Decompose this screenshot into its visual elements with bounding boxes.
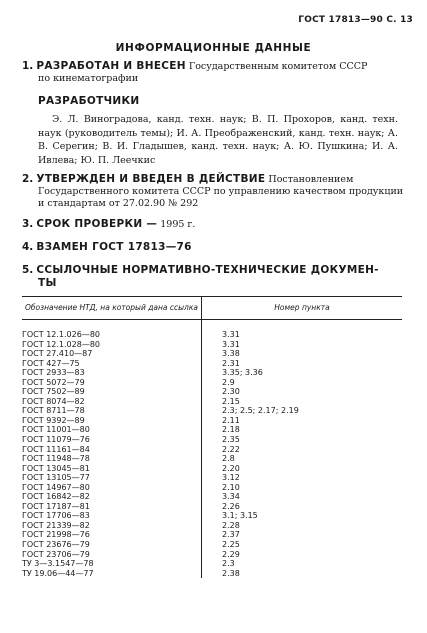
clause-number: 2.15 (222, 396, 240, 406)
clause-number: 2.8 (222, 454, 235, 464)
section-3-number: 3. (22, 218, 34, 230)
document-designation: ГОСТ 21339—82 (22, 521, 202, 531)
clause-number: 2.29 (222, 549, 240, 559)
document-designation: ТУ 19.06—44—77 (22, 569, 202, 579)
table-header-row (22, 297, 402, 320)
table-row (22, 435, 402, 445)
table-row (22, 483, 402, 493)
clause-number: 3.34 (222, 492, 240, 502)
document-designation: ГОСТ 17706—83 (22, 511, 202, 521)
table-row (22, 378, 402, 388)
clause-number: 3.12 (222, 473, 240, 483)
table-row (22, 464, 402, 474)
table-row (22, 559, 402, 569)
document-designation: ГОСТ 17187—81 (22, 502, 202, 512)
clause-number: 2.28 (222, 520, 240, 530)
table-row (22, 368, 402, 378)
clause-number: 2.37 (222, 530, 240, 540)
clause-number: 2.10 (222, 482, 240, 492)
document-designation: ГОСТ 11948—78 (22, 454, 202, 464)
developers-list: Э. Л. Виноградова, канд. техн. наук; В. П. Прохоров, канд. техн. наук (руководитель темы); И. А. Преображенский, канд. техн. наук; А. В. Серегин; В. И. Гладышев, канд. техн. наук; А. Ю. Пушкина; И. А. Ивлева; Ю. П. Леечкис (38, 114, 398, 166)
section-5-heading: ССЫЛОЧНЫЕ НОРМАТИВНО-ТЕХНИЧЕСКИЕ ДОКУМЕН- (36, 264, 379, 276)
section-1-heading: РАЗРАБОТАН И ВНЕСЕН (36, 60, 186, 72)
table-row (22, 397, 402, 407)
developers-heading: РАЗРАБОТЧИКИ (38, 95, 140, 107)
table-row (22, 416, 402, 426)
table-row (22, 511, 402, 521)
table-row (22, 473, 402, 483)
document-designation: ГОСТ 11161—84 (22, 445, 202, 455)
document-designation: ГОСТ 13105—77 (22, 473, 202, 483)
section-2-text: Постановлением (268, 174, 354, 185)
clause-number: 2.18 (222, 425, 240, 435)
table-row (22, 359, 402, 369)
table-header-clause: Номер пункта (202, 297, 403, 320)
document-designation: ГОСТ 427—75 (22, 359, 202, 369)
table-row (22, 521, 402, 531)
references-table (22, 296, 402, 578)
clause-number: 2.30 (222, 387, 240, 397)
section-5-heading-2: ТЫ (38, 277, 57, 289)
section-4-number: 4. (22, 241, 34, 253)
document-designation: ГОСТ 7502—89 (22, 387, 202, 397)
section-2-heading: УТВЕРЖДЕН И ВВЕДЕН В ДЕЙСТВИЕ (36, 173, 266, 185)
section-2-text-2: Государственного комитета СССР по управлению качеством продукции и стандартам от 27.02.90 № 292 (38, 186, 404, 209)
document-designation: ГОСТ 23676—79 (22, 540, 202, 550)
clause-number: 2.38 (222, 568, 240, 578)
document-designation: ГОСТ 11001—80 (22, 425, 202, 435)
document-designation: ГОСТ 16842—82 (22, 492, 202, 502)
table-row (22, 340, 402, 350)
clause-number: 3.31 (222, 330, 240, 339)
document-designation: ГОСТ 8711—78 (22, 406, 202, 416)
table-row (22, 320, 402, 340)
clause-number: 3.1; 3.15 (222, 511, 258, 521)
section-3-text: 1995 г. (160, 219, 196, 230)
clause-number: 3.31 (222, 339, 240, 349)
section-2 (22, 173, 407, 210)
clause-number: 2.3 (222, 559, 235, 569)
page-title: ИНФОРМАЦИОННЫЕ ДАННЫЕ (115, 42, 312, 54)
section-1-text: Государственным комитетом СССР (188, 61, 368, 72)
document-designation: ГОСТ 21998—76 (22, 530, 202, 540)
document-designation: ГОСТ 27.410—87 (22, 349, 202, 359)
clause-number: 2.31 (222, 358, 240, 368)
clause-number: 2.25 (222, 540, 240, 550)
clause-number: 2.9 (222, 377, 235, 387)
table-row (22, 445, 402, 455)
table-row (22, 387, 402, 397)
section-2-number: 2. (22, 173, 34, 185)
table-row (22, 406, 402, 416)
table-row (22, 540, 402, 550)
document-designation: ГОСТ 9392—89 (22, 416, 202, 426)
clause-number: 2.20 (222, 463, 240, 473)
page-header: ГОСТ 17813—90 С. 13 (298, 15, 413, 25)
section-4-heading: ВЗАМЕН ГОСТ 17813—76 (36, 241, 192, 253)
section-3 (22, 218, 407, 231)
clause-number: 2.3; 2.5; 2.17; 2.19 (222, 406, 299, 416)
document-designation: ГОСТ 14967—80 (22, 483, 202, 493)
table-row (22, 492, 402, 502)
table-row (22, 550, 402, 560)
table-header-designation: Обозначение НТД, на который дана ссылка (22, 297, 202, 320)
document-designation: ГОСТ 11079—76 (22, 435, 202, 445)
section-4 (22, 241, 407, 254)
table-row (22, 349, 402, 359)
clause-number: 2.22 (222, 444, 240, 454)
table-row (22, 425, 402, 435)
clause-number: 2.26 (222, 501, 240, 511)
document-designation: ТУ 3—3.1547—78 (22, 559, 202, 569)
document-designation: ГОСТ 5072—79 (22, 378, 202, 388)
document-designation: ГОСТ 2933—83 (22, 368, 202, 378)
document-designation: ГОСТ 12.1.028—80 (22, 340, 202, 350)
document-designation: ГОСТ 13045—81 (22, 464, 202, 474)
table-row (22, 569, 402, 579)
clause-number: 2.35 (222, 435, 240, 445)
table-row (22, 530, 402, 540)
section-1 (22, 60, 407, 85)
document-designation: ГОСТ 8074—82 (22, 397, 202, 407)
table-body (22, 320, 402, 579)
section-5-number: 5. (22, 264, 34, 276)
section-5 (22, 264, 407, 289)
clause-number: 2.11 (222, 415, 240, 425)
section-1-number: 1. (22, 60, 34, 72)
clause-number: 3.38 (222, 349, 240, 359)
clause-number: 3.35; 3.36 (222, 368, 263, 378)
document-designation: ГОСТ 23706—79 (22, 550, 202, 560)
section-3-heading: СРОК ПРОВЕРКИ — (36, 218, 158, 230)
section-1-text-2: по кинематографии (38, 73, 139, 84)
table-row (22, 454, 402, 464)
document-designation: ГОСТ 12.1.026—80 (22, 320, 202, 340)
table-row (22, 502, 402, 512)
